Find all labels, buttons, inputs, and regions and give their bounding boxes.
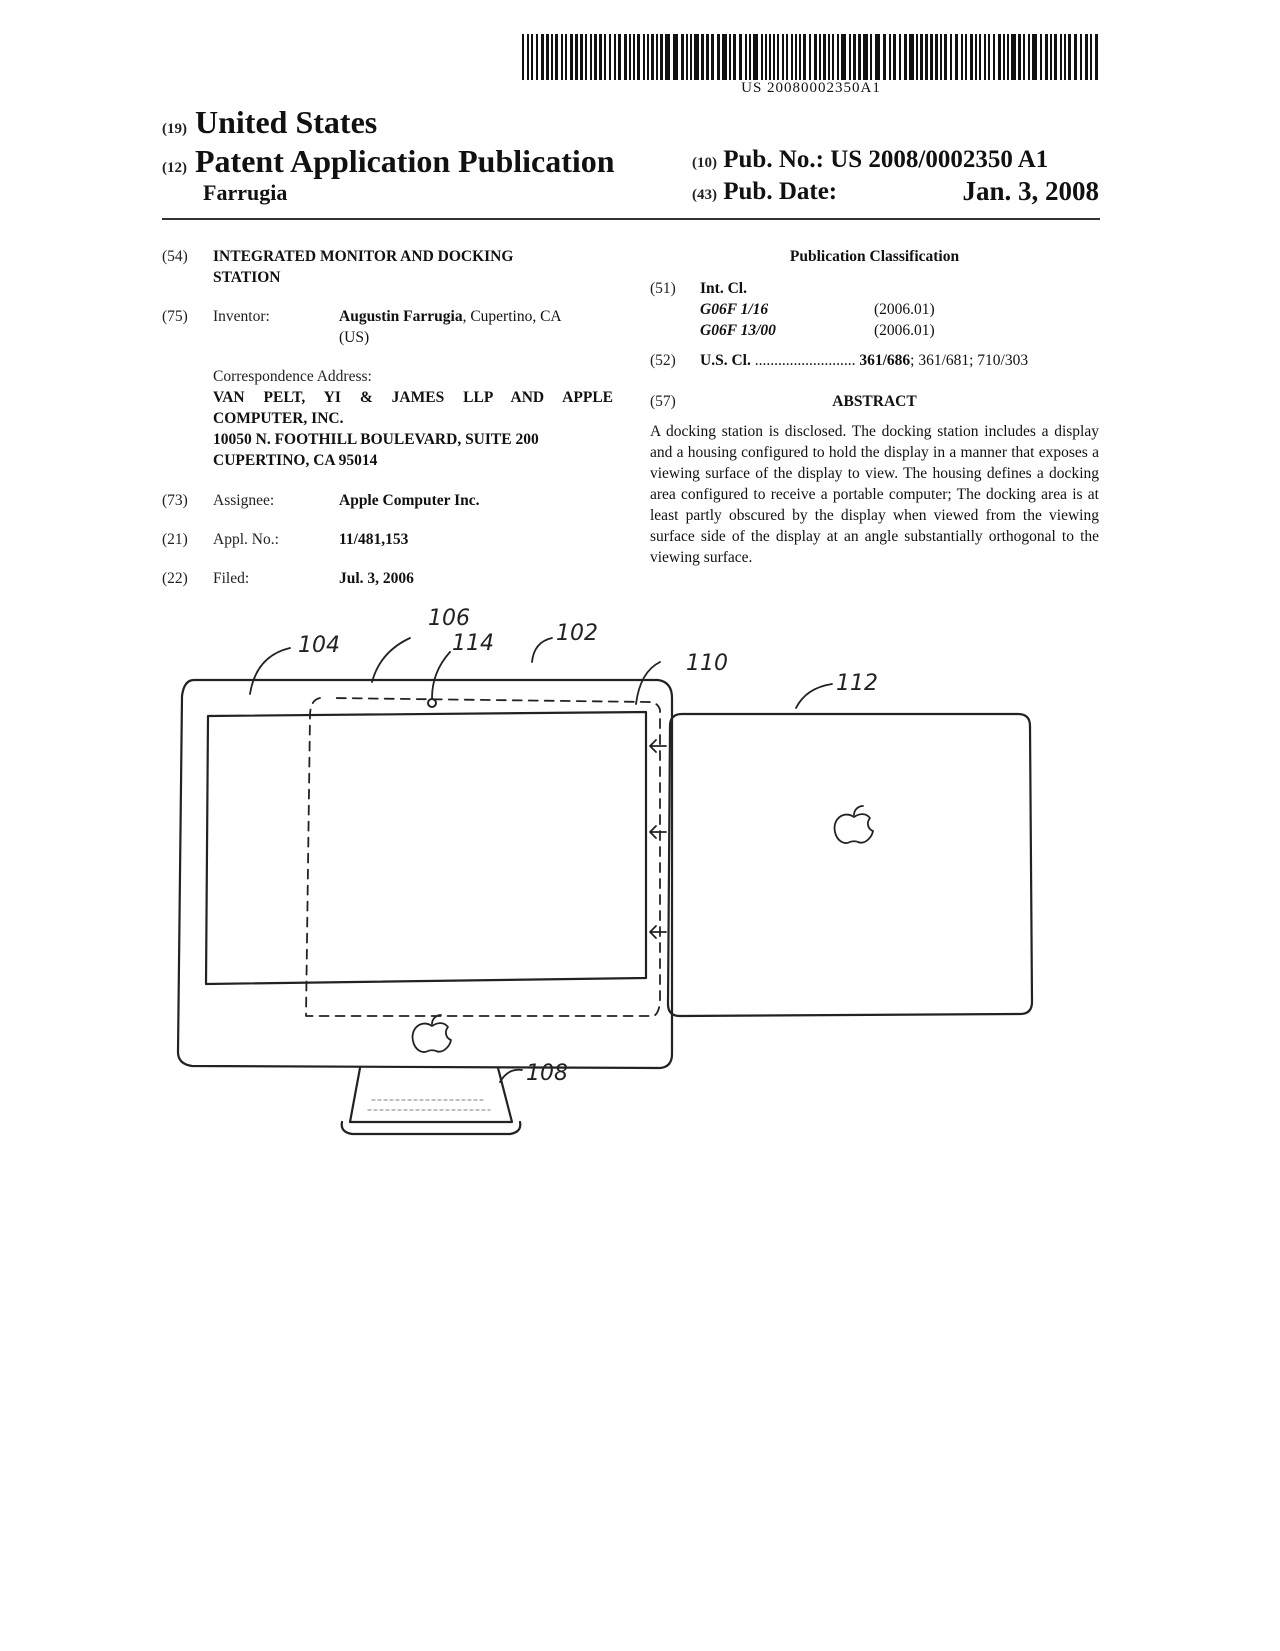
barcode-bar <box>920 34 923 80</box>
barcode-bar <box>1045 34 1048 80</box>
barcode-bar <box>1018 34 1021 80</box>
inventor-location: , Cupertino, CA <box>462 308 562 325</box>
barcode-bar <box>711 34 714 80</box>
publication-type <box>162 143 615 180</box>
barcode-bar <box>998 34 1001 80</box>
barcode-bar <box>590 34 592 80</box>
barcode-number: US 20080002350A1 <box>741 80 881 96</box>
ref-numeral: 106 <box>428 606 470 631</box>
stand <box>350 1068 512 1122</box>
barcode-bar <box>753 34 758 80</box>
inventor-surname: Farrugia <box>203 180 288 205</box>
barcode-bar <box>828 34 830 80</box>
docking-area <box>306 698 660 1016</box>
barcode-bar <box>786 34 788 80</box>
abstract-body: A docking station is disclosed. The docking station includes a display and a housing configured to hold the display in a manner that exposes a viewing surface of the display to view. The housing defines a docking area configured to receive a portable computer; The docking area is at least partly obscured by the display when viewed from the viewing surface side of the display at an angle substantially orthogonal to the viewing surface. <box>650 423 1099 566</box>
filed-label: Filed: <box>213 570 250 587</box>
inid-code: (73) <box>162 492 188 509</box>
barcode-bar <box>599 34 602 80</box>
publication-type-text: Patent Application Publication <box>195 143 615 179</box>
inid-code: (21) <box>162 531 188 548</box>
barcode-bar <box>561 34 563 80</box>
inid-code: (75) <box>162 308 188 325</box>
barcode-bar <box>858 34 861 80</box>
barcode-bar <box>803 34 806 80</box>
barcode-bar <box>629 34 631 80</box>
barcode-bar <box>950 34 952 80</box>
barcode-bar <box>773 34 775 80</box>
barcode-bar <box>1074 34 1077 80</box>
inid-code: (19) <box>162 121 187 137</box>
barcode-bar <box>701 34 704 80</box>
barcode-bar <box>665 34 670 80</box>
int-cl-code: G06F 1/16 <box>700 301 769 318</box>
barcode-bar <box>656 34 658 80</box>
inid-code: (51) <box>650 280 676 297</box>
barcode-bar <box>673 34 678 80</box>
int-cl-year: (2006.01) <box>874 322 935 339</box>
assignee-value: Apple Computer Inc. <box>339 492 480 509</box>
patent-figure <box>160 606 1100 1190</box>
barcode-bar <box>1003 34 1005 80</box>
barcode-bar <box>944 34 947 80</box>
ref-numeral: 110 <box>686 651 728 676</box>
barcode-bar <box>531 34 533 80</box>
barcode-bar <box>984 34 986 80</box>
ref-numeral: 114 <box>452 631 494 656</box>
inid-code: (43) <box>692 187 717 203</box>
barcode-bar <box>1080 34 1082 80</box>
camera <box>428 699 436 707</box>
barcode-bar <box>1050 34 1052 80</box>
country: United States <box>195 104 378 140</box>
barcode-bar <box>1060 34 1062 80</box>
pub-no-value: US 2008/0002350 A1 <box>830 146 1049 173</box>
barcode-bar <box>555 34 558 80</box>
pub-no-label: Pub. No.: <box>723 146 824 173</box>
classification-heading: Publication Classification <box>789 248 960 265</box>
publication-number <box>692 146 1048 174</box>
barcode-bar <box>975 34 977 80</box>
correspondence-label: Correspondence Address: <box>213 368 372 385</box>
barcode-bar <box>893 34 896 80</box>
barcode-bar <box>795 34 797 80</box>
barcode-bar <box>1090 34 1092 80</box>
correspondence-line3: 10050 N. FOOTHILL BOULEVARD, SUITE 200 <box>213 431 539 448</box>
int-cl-code: G06F 13/00 <box>700 322 776 339</box>
barcode-bar <box>739 34 742 80</box>
barcode-bar <box>604 34 606 80</box>
barcode-bar <box>799 34 801 80</box>
barcode-bar <box>643 34 645 80</box>
barcode-bar <box>633 34 635 80</box>
barcode-bar <box>686 34 688 80</box>
insertion-arrows <box>650 740 666 938</box>
inid-code: (52) <box>650 352 676 369</box>
us-cl-dots: .......................... <box>754 352 856 369</box>
inid-code: (57) <box>650 393 676 410</box>
pub-date-label: Pub. Date: <box>723 178 838 205</box>
barcode-bar <box>870 34 872 80</box>
barcode-bar <box>863 34 868 80</box>
us-cl-secondary: ; 361/681; 710/303 <box>910 352 1029 369</box>
barcode-bar <box>814 34 817 80</box>
barcode-bar <box>546 34 549 80</box>
us-cl-label: U.S. Cl. <box>700 352 751 369</box>
apple-logo <box>413 1015 451 1052</box>
barcode-bar <box>979 34 981 80</box>
abstract-heading: ABSTRACT <box>832 393 917 410</box>
barcode-bar <box>618 34 621 80</box>
barcode-bar <box>647 34 649 80</box>
barcode-bar <box>1085 34 1088 80</box>
stand-shading <box>368 1100 490 1110</box>
barcode-bar <box>745 34 747 80</box>
barcode-bar <box>761 34 763 80</box>
country-heading <box>162 104 377 141</box>
barcode-bar <box>717 34 720 80</box>
apple-logo <box>835 806 873 843</box>
barcode-bar <box>694 34 699 80</box>
stand-base <box>342 1122 521 1134</box>
barcode-bar <box>841 34 846 80</box>
barcode-bar <box>536 34 538 80</box>
ref-numeral: 108 <box>526 1061 568 1086</box>
invention-title-line2: STATION <box>213 269 281 286</box>
barcode-bar <box>819 34 821 80</box>
barcode-bar <box>916 34 918 80</box>
barcode-bar <box>1032 34 1037 80</box>
correspondence-line2: COMPUTER, INC. <box>213 410 344 427</box>
pub-date-value: Jan. 3, 2008 <box>962 176 1099 206</box>
barcode-bar <box>837 34 839 80</box>
barcode-bar <box>899 34 901 80</box>
barcode-bar <box>706 34 709 80</box>
barcode-bar <box>1068 34 1071 80</box>
barcode-bar <box>1023 34 1025 80</box>
barcode-bar <box>580 34 583 80</box>
barcode-bar <box>1007 34 1009 80</box>
monitor-housing <box>178 680 672 1068</box>
barcode-bar <box>1095 34 1098 80</box>
correspondence-line1: VAN PELT, YI & JAMES LLP AND APPLE <box>213 389 613 406</box>
barcode-bar <box>575 34 578 80</box>
barcode-bar <box>769 34 771 80</box>
ref-numeral: 112 <box>836 671 878 696</box>
barcode-bar <box>832 34 834 80</box>
barcode-bar <box>594 34 597 80</box>
barcode-bar <box>883 34 886 80</box>
inventor-label: Inventor: <box>213 308 270 325</box>
barcode-bar <box>765 34 767 80</box>
barcode-bar <box>729 34 731 80</box>
barcode-bar <box>849 34 851 80</box>
barcode-bar <box>993 34 995 80</box>
inid-code: (12) <box>162 160 187 176</box>
barcode-bar <box>970 34 973 80</box>
barcode-bar <box>565 34 567 80</box>
barcode-bar <box>961 34 963 80</box>
inid-code: (10) <box>692 155 717 171</box>
barcode-bar <box>609 34 611 80</box>
barcode-bar <box>722 34 727 80</box>
barcode-bar <box>570 34 573 80</box>
portable-computer <box>668 714 1032 1016</box>
barcode-bar <box>527 34 529 80</box>
barcode-bar <box>909 34 914 80</box>
ref-numeral: 104 <box>298 633 340 658</box>
ref-numeral: 102 <box>556 621 598 646</box>
int-cl-year: (2006.01) <box>874 301 935 318</box>
publication-date-label <box>692 178 837 206</box>
application-number-label: Appl. No.: <box>213 531 279 548</box>
barcode-bar <box>1028 34 1030 80</box>
barcode-bar <box>823 34 826 80</box>
assignee-label: Assignee: <box>213 492 275 509</box>
barcode-bar <box>733 34 736 80</box>
inventor-name: Augustin Farrugia <box>339 308 463 325</box>
correspondence-line4: CUPERTINO, CA 95014 <box>213 452 378 469</box>
barcode-bar <box>965 34 967 80</box>
inventor-country: (US) <box>339 329 370 346</box>
barcode-bar <box>935 34 938 80</box>
barcode-bar <box>1040 34 1042 80</box>
barcode-bar <box>637 34 640 80</box>
barcode-bar <box>585 34 587 80</box>
barcode-bar <box>940 34 942 80</box>
barcode-bar <box>930 34 933 80</box>
barcode-bar <box>1054 34 1057 80</box>
barcode-bar <box>541 34 544 80</box>
barcode <box>522 34 1100 80</box>
barcode-bar <box>955 34 958 80</box>
application-number-value: 11/481,153 <box>339 531 409 548</box>
us-cl-primary: 361/686 <box>859 352 911 369</box>
barcode-bar <box>660 34 663 80</box>
barcode-bar <box>904 34 907 80</box>
filed-value: Jul. 3, 2006 <box>339 570 414 587</box>
int-cl-label: Int. Cl. <box>700 280 747 297</box>
inid-code: (22) <box>162 570 188 587</box>
barcode-bar <box>522 34 524 80</box>
barcode-bar <box>875 34 880 80</box>
inventor-entry <box>339 306 562 327</box>
header-divider <box>162 218 1100 220</box>
barcode-bar <box>624 34 627 80</box>
barcode-bar <box>614 34 616 80</box>
barcode-bar <box>853 34 856 80</box>
barcode-bar <box>777 34 779 80</box>
barcode-bar <box>925 34 928 80</box>
barcode-bar <box>651 34 654 80</box>
barcode-bar <box>988 34 990 80</box>
barcode-bar <box>681 34 684 80</box>
display-screen <box>206 712 646 984</box>
barcode-bar <box>889 34 891 80</box>
barcode-bar <box>690 34 692 80</box>
barcode-bar <box>1064 34 1066 80</box>
barcode-bar <box>551 34 553 80</box>
barcode-bar <box>1011 34 1016 80</box>
barcode-bar <box>749 34 751 80</box>
us-cl-entry <box>700 350 1099 371</box>
invention-title-line1: INTEGRATED MONITOR AND DOCKING <box>213 248 514 265</box>
barcode-bar <box>791 34 793 80</box>
inid-code: (54) <box>162 248 188 265</box>
barcode-bar <box>782 34 784 80</box>
barcode-bar <box>809 34 811 80</box>
